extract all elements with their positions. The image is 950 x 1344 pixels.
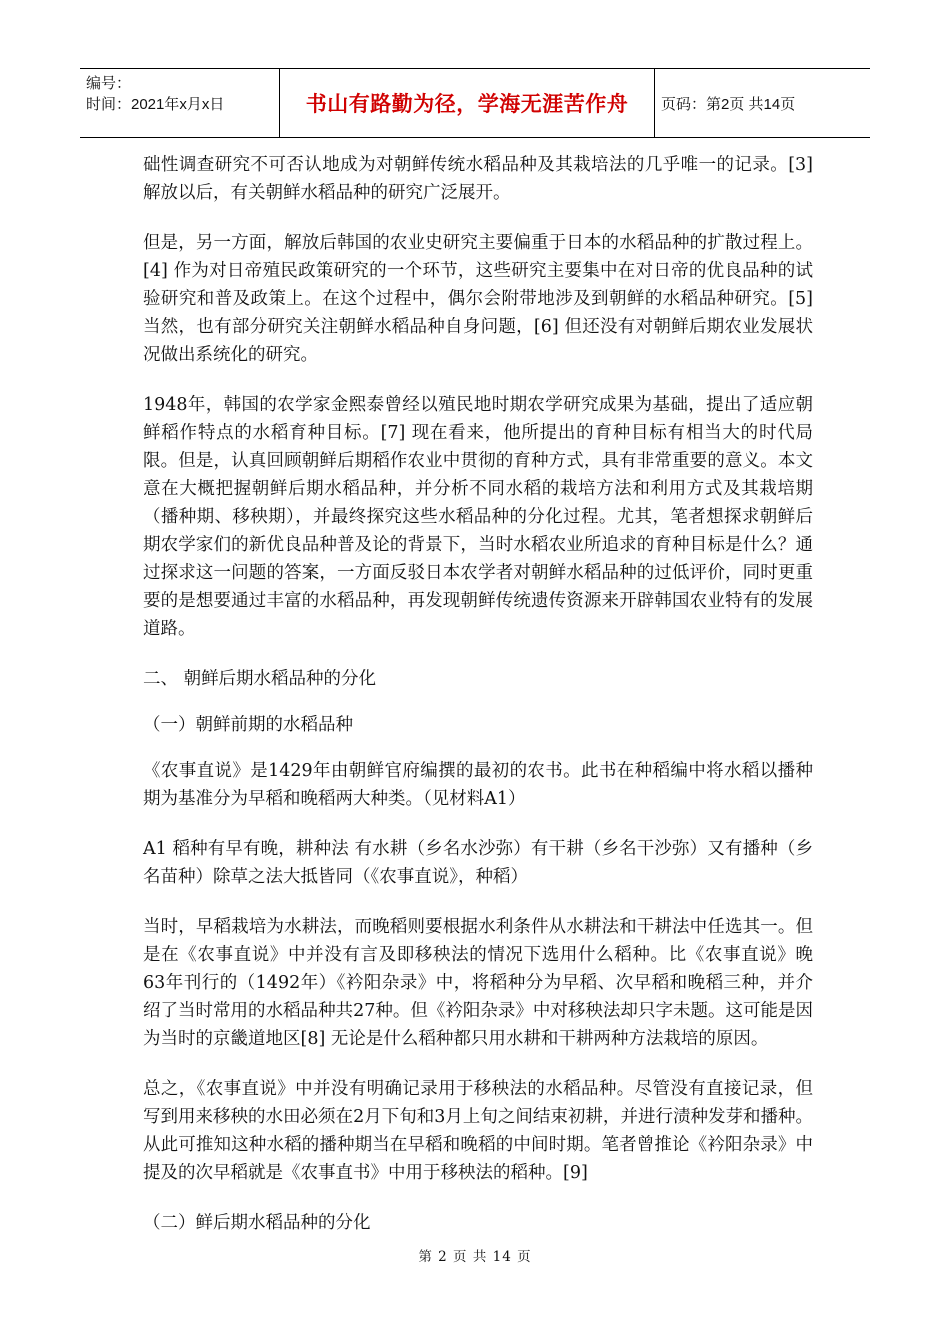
header-page-label: 页码：第2页 共14页 <box>661 95 796 113</box>
paragraph-6: 总之，《农事直说》中并没有明确记录用于移秧法的水稻品种。尽管没有直接记录，但写到用来移秧的水田必须在2月下旬和3月上旬之间结束初耕，并进行渍种发芽和播种。从此可推知这种水稻的播种期当在早稻和晚稻的中间时期。笔者曾推论《衿阳杂录》中提及的次早稻就是《农事直书》中用于移秧法的稻种。[9] <box>143 1079 813 1183</box>
quote-a1: A1 稻种有早有晚，耕种法 有水耕（乡名水沙弥）有干耕（乡名干沙弥）又有播种（乡名苗种）除草之法大抵皆同（《农事直说》，种稻） <box>143 839 813 887</box>
header-motto: 书山有路勤为径，学海无涯苦作舟 <box>305 92 629 116</box>
header-meta <box>80 69 280 137</box>
paragraph-2: 但是，另一方面，解放后韩国的农业史研究主要偏重于日本的水稻品种的扩散过程上。[4] 作为对日帝殖民政策研究的一个环节，这些研究主要集中在对日帝的优良品种的试验研究和普及政策上。在这个过程中，偶尔会附带地涉及到朝鲜的水稻品种研究。[5] 当然，也有部分研究关注朝鲜水稻品种自身问题，[6] 但还没有对朝鲜后期农业发展状况做出系统化的研究。 <box>143 233 813 365</box>
header-motto-cell <box>280 69 655 137</box>
paragraph-4: 《农事直说》是1429年由朝鲜官府编撰的最初的农书。此书在种稻编中将水稻以播种期为基准分为早稻和晚稻两大种类。（见材料A1） <box>143 761 813 809</box>
header-date-label: 时间：2021年x月x日 <box>86 96 225 113</box>
paragraph-5: 当时，早稻栽培为水耕法，而晚稻则要根据水利条件从水耕法和干耕法中任选其一。但是在《农事直说》中并没有言及即移秧法的情况下选用什么稻种。比《农事直说》晚 63年刊行的（1492年）《衿阳杂录》中，将稻种分为早稻、次早稻和晚稻三种，并介绍了当时常用的水稻品种共27种。但《衿阳杂录》中对移秧法却只字未题。这可能是因为当时的京畿道地区[8] 无论是什么稻种都只用水耕和干耕两种方法栽培的原因。 <box>143 917 813 1049</box>
header-number-label: 编号： <box>86 75 132 92</box>
paragraph-1: 础性调查研究不可否认地成为对朝鲜传统水稻品种及其栽培法的几乎唯一的记录。[3] 解放以后，有关朝鲜水稻品种的研究广泛展开。 <box>143 155 813 203</box>
section-heading-2: 二、 朝鲜后期水稻品种的分化 <box>143 669 377 689</box>
page-footer <box>0 1245 950 1265</box>
header-page-cell <box>655 69 870 137</box>
document-body <box>143 151 813 1255</box>
page-header <box>80 68 870 138</box>
footer-page-number: 第 2 页 共 14 页 <box>418 1249 532 1265</box>
subsection-heading-2: （二）鲜后期水稻品种的分化 <box>143 1213 371 1233</box>
paragraph-3: 1948年，韩国的农学家金熙泰曾经以殖民地时期农学研究成果为基础，提出了适应朝鲜稻作特点的水稻育种目标。[7] 现在看来，他所提出的育种目标有相当大的时代局限。但是，认真回顾朝鲜后期稻作农业中贯彻的育种方式，具有非常重要的意义。本文意在大概把握朝鲜后期水稻品种，并分析不同水稻的栽培方法和利用方式及其栽培期（播种期、移秧期），并最终探究这些水稻品种的分化过程。尤其，笔者想探求朝鲜后期农学家们的新优良品种普及论的背景下，当时水稻农业所追求的育种目标是什么？通过探求这一问题的答案，一方面反驳日本农学者对朝鲜水稻品种的过低评价，同时更重要的是想要通过丰富的水稻品种，再发现朝鲜传统遗传资源来开辟韩国农业特有的发展道路。 <box>143 395 813 639</box>
subsection-heading-1: （一）朝鲜前期的水稻品种 <box>143 715 353 735</box>
